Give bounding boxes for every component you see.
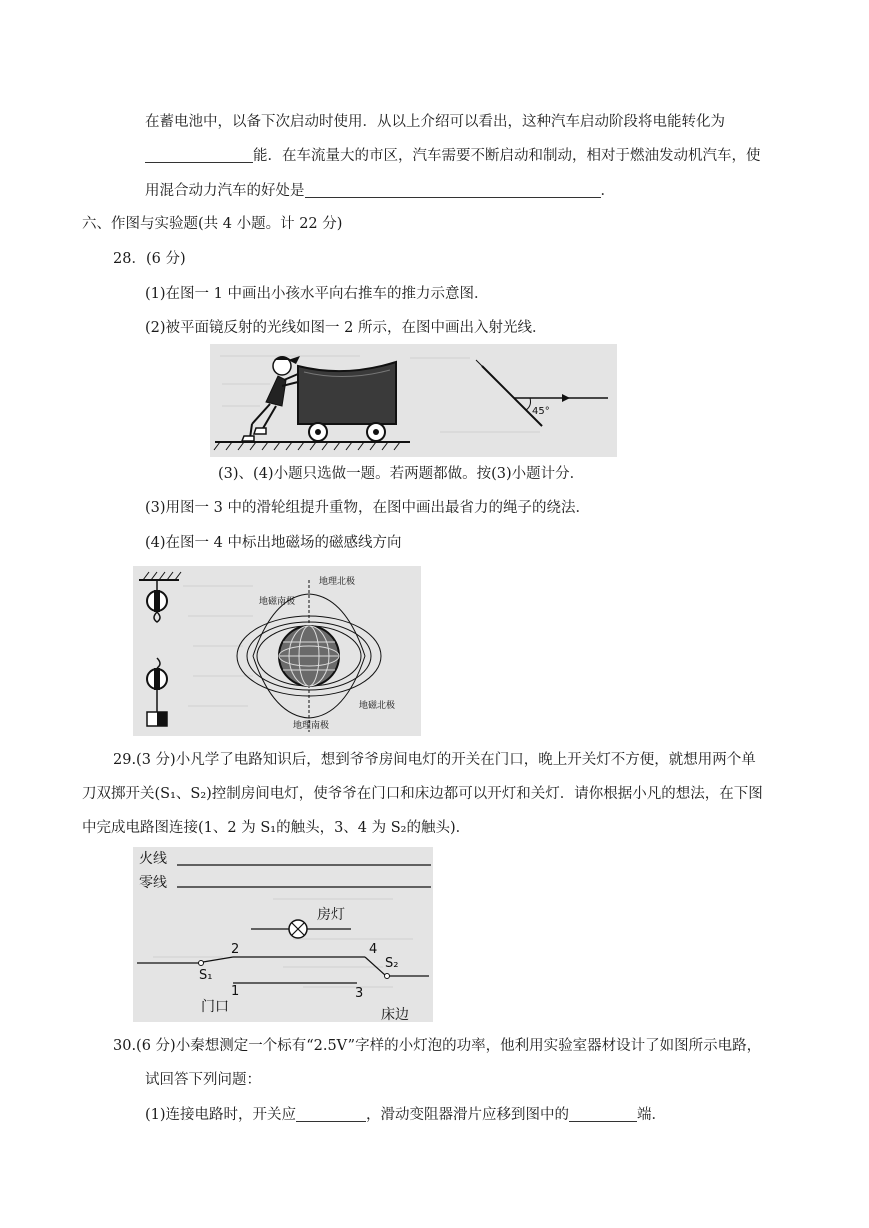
period: ． bbox=[600, 183, 615, 199]
q30-part-1-b: ，滑动变阻器滑片应移到图中的 bbox=[366, 1107, 570, 1123]
q29-line-1: 29.(3 分)小凡学了电路知识后，想到爷爷房间电灯的开关在门口，晚上开关灯不方便，就想用两个单 bbox=[113, 752, 756, 768]
answer-blank[interactable] bbox=[296, 1105, 366, 1122]
label-contact-1: 1 bbox=[231, 984, 240, 999]
figure-circuit bbox=[133, 847, 433, 1022]
continuation-line-2: 能．在车流量大的市区，汽车需要不断启动和制动，相对于燃油发动机汽车，使 bbox=[253, 148, 761, 164]
q30-part-1-c: 端． bbox=[637, 1107, 667, 1123]
label-live-wire: 火线 bbox=[139, 851, 167, 867]
answer-blank[interactable] bbox=[569, 1105, 637, 1122]
q28-note: (3)、(4)小题只选做一题。若两题都做。按(3)小题计分． bbox=[218, 466, 585, 482]
label-lamp: 房灯 bbox=[317, 907, 345, 923]
q29-line-2: 刀双掷开关(S₁、S₂)控制房间电灯，使爷爷在门口和床边都可以开灯和关灯．请你根据小凡的想法，在下图 bbox=[82, 786, 763, 802]
q28-part-3: (3)用图一 3 中的滑轮组提升重物，在图中画出最省力的绳子的绕法． bbox=[145, 500, 590, 516]
label-mag-north: 地磁北极 bbox=[359, 701, 396, 711]
label-contact-4: 4 bbox=[369, 942, 378, 957]
label-neutral-wire: 零线 bbox=[139, 875, 167, 891]
label-bed: 床边 bbox=[381, 1007, 409, 1022]
q28-heading: 28．(6 分) bbox=[113, 251, 186, 267]
label-geo-north: 地理北极 bbox=[319, 577, 356, 587]
text-line bbox=[145, 146, 761, 166]
section-heading: 六、作图与实验题(共 4 小题。计 22 分) bbox=[82, 216, 343, 232]
q30-line-2: 试回答下列问题： bbox=[145, 1072, 261, 1088]
answer-blank[interactable] bbox=[145, 146, 253, 163]
figure-push-cart-and-mirror bbox=[210, 344, 617, 457]
text-line bbox=[145, 112, 725, 132]
figure-pulley-and-earth-magnetism bbox=[133, 566, 421, 736]
answer-blank[interactable] bbox=[305, 181, 601, 198]
label-geo-south: 地理南极 bbox=[293, 721, 330, 731]
q28-part-2: (2)被平面镜反射的光线如图一 2 所示，在图中画出入射光线． bbox=[145, 320, 547, 336]
text-line bbox=[145, 1105, 666, 1125]
label-contact-2: 2 bbox=[231, 942, 240, 957]
label-s2: S₂ bbox=[385, 956, 399, 971]
label-mag-south: 地磁南极 bbox=[259, 597, 296, 607]
label-s1: S₁ bbox=[199, 968, 213, 983]
label-contact-3: 3 bbox=[355, 986, 364, 1001]
label-door: 门口 bbox=[201, 999, 229, 1015]
q28-part-1: (1)在图一 1 中画出小孩水平向右推车的推力示意图． bbox=[145, 286, 489, 302]
q28-part-4: (4)在图一 4 中标出地磁场的磁感线方向 bbox=[145, 535, 402, 551]
continuation-line-1: 在蓄电池中，以备下次启动时使用．从以上介绍可以看出，这种汽车启动阶段将电能转化为 bbox=[145, 114, 725, 130]
q29-line-3: 中完成电路图连接(1、2 为 S₁的触头，3、4 为 S₂的触头)． bbox=[82, 820, 471, 836]
continuation-line-3: 用混合动力汽车的好处是 bbox=[145, 183, 305, 199]
angle-label: 45° bbox=[532, 406, 550, 417]
q30-line-1: 30.(6 分)小秦想测定一个标有“2.5V”字样的小灯泡的功率，他利用实验室器材设计了如图所示电路， bbox=[113, 1038, 762, 1054]
q30-part-1-a: (1)连接电路时，开关应 bbox=[145, 1107, 297, 1123]
text-line bbox=[145, 181, 615, 201]
